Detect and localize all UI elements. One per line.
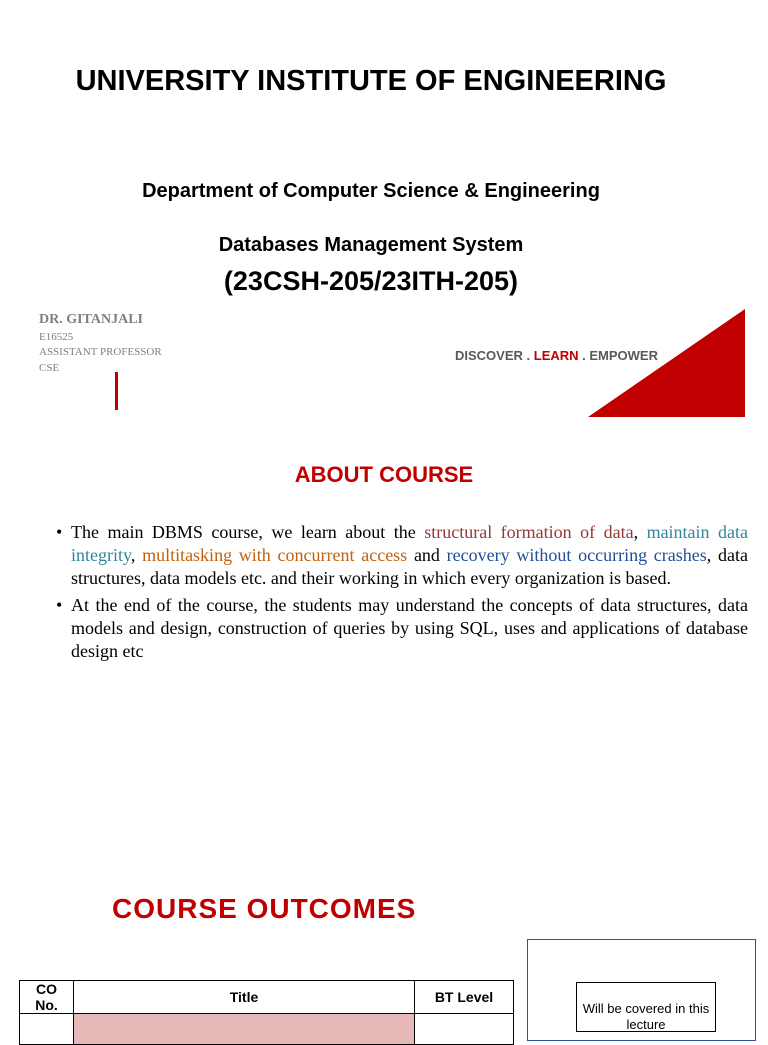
table-header-row	[20, 981, 514, 1014]
highlight-structural: structural formation of data	[424, 522, 634, 542]
about-bullets	[56, 521, 748, 667]
column-header: BT Level	[415, 981, 514, 1014]
bullet-dot-icon: •	[56, 522, 63, 542]
bullet-text: and	[407, 545, 447, 565]
department-name: Department of Computer Science & Engineering	[142, 180, 600, 202]
professor-designation: ASSISTANT PROFESSOR	[39, 346, 162, 358]
highlight-recovery: recovery without occurring crashes	[446, 545, 707, 565]
tagline-learn: LEARN	[533, 348, 579, 363]
professor-id: E16525	[39, 331, 74, 343]
bullet-text: The main DBMS course, we learn about the	[71, 522, 425, 542]
about-heading: ABOUT COURSE	[294, 462, 474, 487]
outcomes-heading: COURSE OUTCOMES	[112, 893, 417, 924]
course-code: (23CSH-205/23ITH-205)	[223, 266, 519, 296]
about-bullet-1	[56, 521, 748, 590]
table-cell	[20, 1014, 74, 1045]
professor-name: DR. GITANJALI	[39, 312, 143, 327]
table-cell	[415, 1014, 514, 1045]
bullet-text: At the end of the course, the students may understand the concepts of data structures, data models and design, construction of queries by using SQL, uses and applications of database design etc	[71, 595, 748, 661]
tagline-discover: DISCOVER .	[455, 348, 531, 363]
column-header: CO No.	[20, 981, 74, 1014]
column-header: Title	[74, 981, 415, 1014]
about-bullet-2	[56, 594, 748, 663]
outcomes-table	[19, 980, 514, 1045]
subject-name: Databases Management System	[218, 234, 524, 256]
highlight-integrity: maintain data integrity	[71, 522, 748, 565]
accent-bar	[115, 372, 118, 410]
table-cell	[74, 1014, 415, 1045]
table-row	[20, 1014, 514, 1045]
lecture-note: Will be covered in this lecture	[576, 982, 716, 1032]
professor-dept: CSE	[39, 362, 60, 374]
highlight-concurrency: multitasking with concurrent access	[142, 545, 408, 565]
bullet-text: ,	[633, 522, 647, 542]
institute-title: UNIVERSITY INSTITUTE OF ENGINEERING	[75, 65, 667, 97]
bullet-dot-icon: •	[56, 595, 63, 615]
bullet-text: , data structures, data models etc. and their working in which every organization is based.	[71, 545, 748, 588]
red-triangle-decoration	[588, 309, 745, 417]
tagline-empower: . EMPOWER	[582, 348, 658, 363]
bullet-text: ,	[130, 545, 143, 565]
